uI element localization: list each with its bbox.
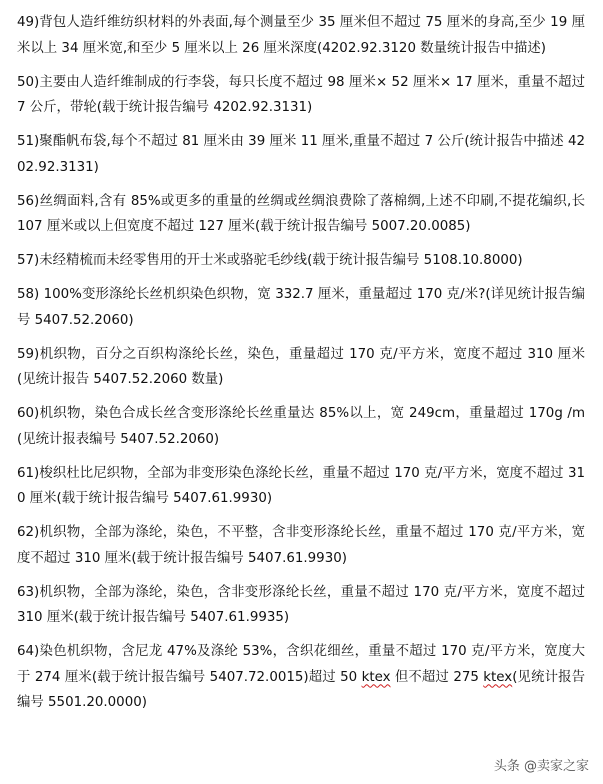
item-64-text-c: (见统计报告编号 5501.20.0000) [17, 669, 585, 710]
item-49 [17, 10, 585, 61]
item-62-text: 62)机织物，全部为涤纶，染色，不平整，含非变形涤纶长丝，重量不超过 170 克/平方米，宽度不超过 310 厘米(载于统计报告编号 5407.61.9930) [17, 525, 585, 566]
item-56-text: 56)丝绸面料,含有 85%或更多的重量的丝绸或丝绸浪费除了落棉绸,上述不印刷,不提花编织,长 107 厘米或以上但宽度不超过 127 厘米(载于统计报告编号 5007.20.0085) [17, 193, 585, 234]
document-body [17, 10, 585, 724]
item-61 [17, 461, 585, 512]
item-51-text: 51)聚酯帆布袋,每个不超过 81 厘米由 39 厘米 11 厘米,重量不超过 7 公斤(统计报告中描述 4202.92.3131) [17, 134, 585, 175]
item-59-text: 59)机织物，百分之百织构涤纶长丝，染色，重量超过 170 克/平方米，宽度不超过 310 厘米(见统计报告 5407.52.2060 数量) [17, 346, 585, 387]
item-51 [17, 129, 585, 180]
item-64 [17, 639, 585, 716]
item-57-text: 57)未经精梳而未经零售用的开士米或骆驼毛纱线(载于统计报告编号 5108.10.8000) [17, 253, 523, 268]
item-50-text: 50)主要由人造纤维制成的行李袋，每只长度不超过 98 厘米× 52 厘米× 17 厘米，重量不超过 7 公斤，带轮(载于统计报告编号 4202.92.3131) [17, 74, 585, 115]
item-58 [17, 282, 585, 333]
item-60 [17, 401, 585, 452]
item-61-text: 61)梭织杜比尼织物，全部为非变形染色涤纶长丝，重量不超过 170 克/平方米，宽度不超过 310 厘米(载于统计报告编号 5407.61.9930) [17, 465, 585, 506]
item-59 [17, 342, 585, 393]
item-63 [17, 580, 585, 631]
item-57 [17, 248, 585, 274]
item-63-text: 63)机织物，全部为涤纶，染色，含非变形涤纶长丝，重量不超过 170 克/平方米，宽度不超过 310 厘米(载于统计报告编号 5407.61.9935) [17, 584, 585, 625]
item-60-text: 60)机织物，染色合成长丝含变形涤纶长丝重量达 85%以上，宽 249cm，重量超过 170g /m(见统计报表编号 5407.52.2060) [17, 406, 585, 447]
item-50 [17, 70, 585, 121]
item-64-text-b: 但不超过 275 [390, 669, 484, 685]
watermark [494, 755, 589, 774]
item-49-text: 49)背包人造纤维纺织材料的外表面,每个测量至少 35 厘米但不超过 75 厘米的身高,至少 19 厘米以上 34 厘米宽,和至少 5 厘米以上 26 厘米深度(4202.92.3120 数量统计报告中描述) [17, 15, 585, 56]
watermark-text: 头条 @卖家之家 [493, 759, 589, 774]
spellcheck-underline-ktex: ktex [361, 669, 391, 685]
item-64-text-a: 64)染色机织物，含尼龙 47%及涤纶 53%，含织花细丝，重量不超过 170 克/平方米，宽度大于 274 厘米(载于统计报告编号 5407.72.0015)超过 50 [17, 644, 585, 685]
spellcheck-underline-ktex: ktex [483, 669, 513, 685]
item-62 [17, 520, 585, 571]
item-56 [17, 189, 585, 240]
item-58-text: 58) 100%变形涤纶长丝机织染色织物，宽 332.7 厘米，重量超过 170 克/米?(详见统计报告编号 5407.52.2060) [17, 287, 585, 328]
